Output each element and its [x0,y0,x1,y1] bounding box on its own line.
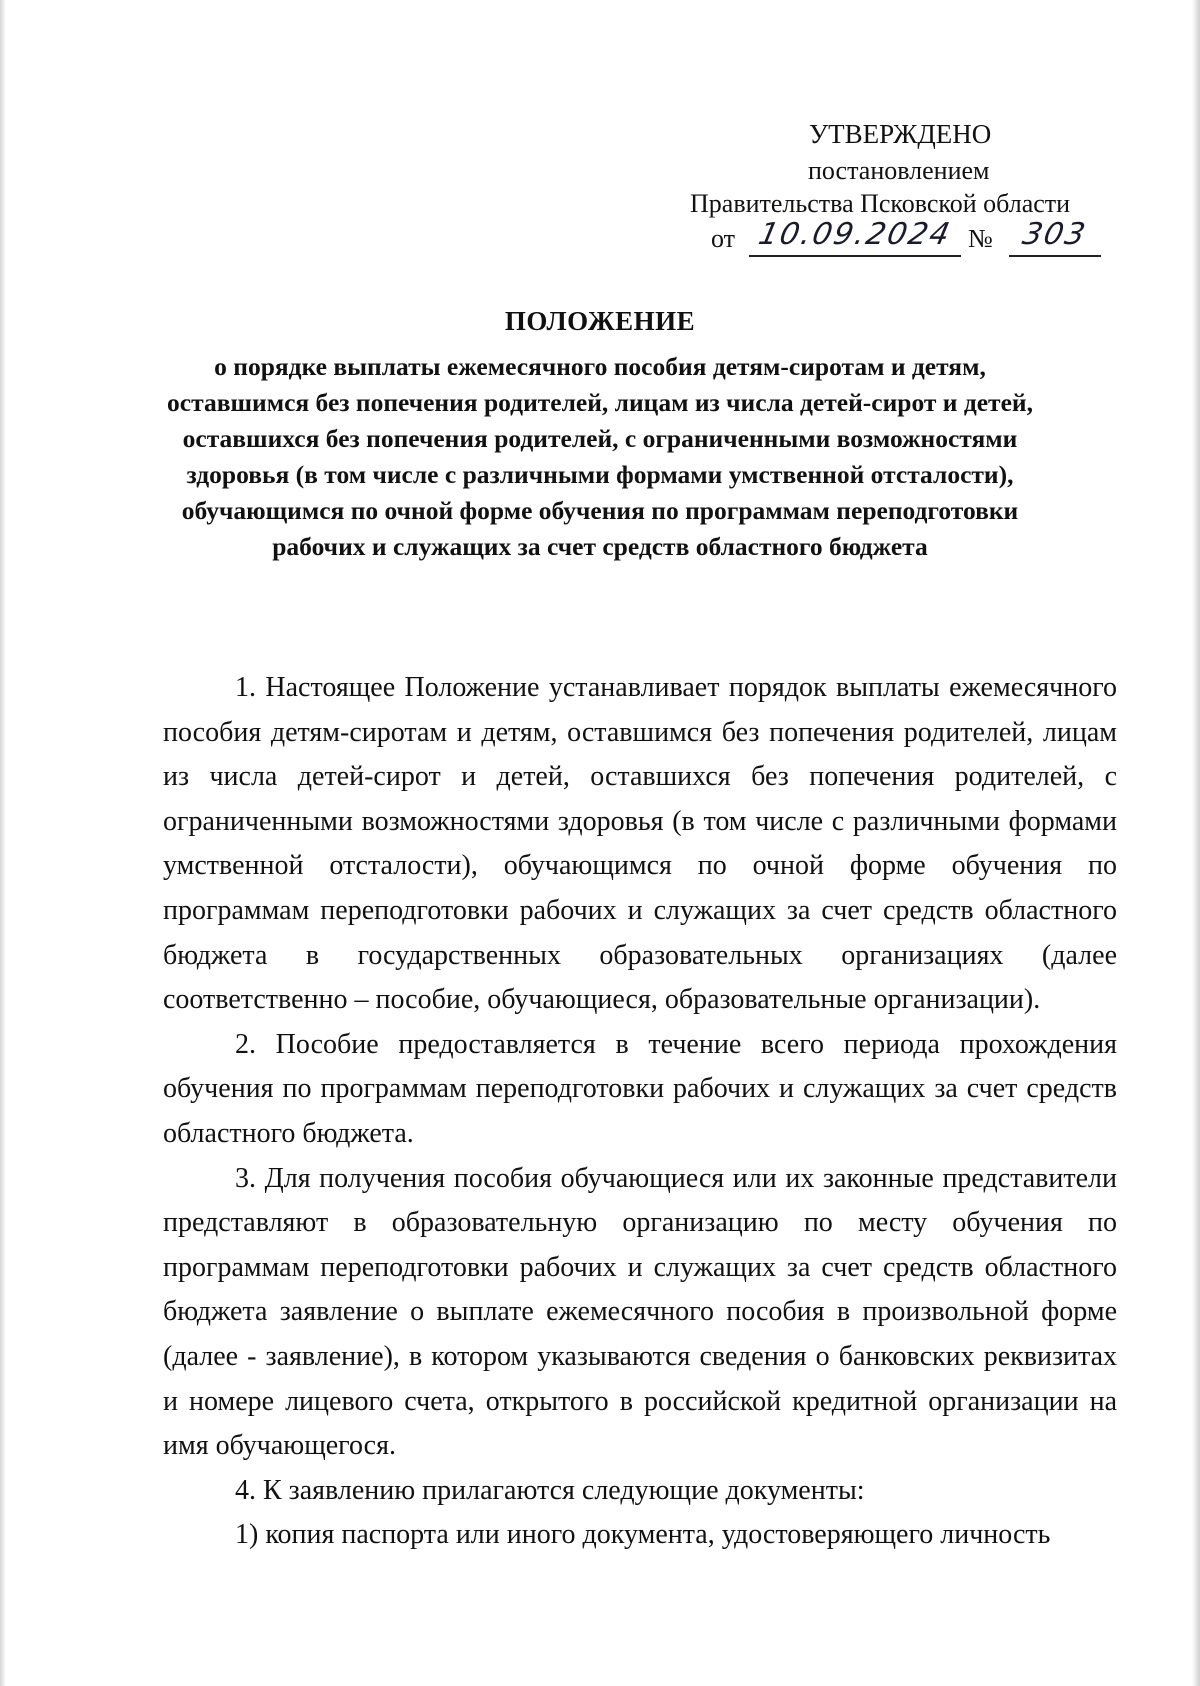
scan-edge-right [1192,0,1200,1686]
from-label: от [711,224,736,253]
date-underline [749,255,961,257]
paragraph-5: 1) копия паспорта или иного документа, удостоверяющего личность [235,1519,1051,1551]
paragraph-2: 2. Пособие предоставляется в течение всего периода прохождения обучения по программам переподготовки рабочих и служащих за счет средств областного бюджета. [163,1028,1117,1149]
scan-edge-left [0,0,6,1686]
document-body [163,666,1117,1558]
decree-label: постановлением [808,156,990,185]
government-label: Правительства Псковской области [690,189,1071,218]
document-title: ПОЛОЖЕНИЕ [504,306,696,336]
date-number-line [711,219,1111,259]
document-subtitle: о порядке выплаты ежемесячного пособия детям-сиротам и детям, оставшимся без попечения родителей, лицам из числа детей-сирот и детей, оставшихся без попечения родителей, с ограниченными возможностями здоровья (в том числе с различными формами умственной отсталости), обучающимся по очной форме обучения по программам переподготовки рабочих и служащих за счет средств областного бюджета [167,352,1033,561]
number-label: № [968,224,993,253]
handwritten-number: 303 [1019,217,1091,252]
paragraph-3: 3. Для получения пособия обучающиеся или их законные представители представляют в образовательную организацию по месту обучения по программам переподготовки рабочих и служащих за счет средств областного бюджета заявление о выплате ежемесячного пособия в произвольной форме (далее - заявление), в котором указываются сведения о банковских реквизитах и номере лицевого счета, открытого в российской кредитной организации на имя обучающегося. [163,1162,1117,1462]
paragraph-1: 1. Настоящее Положение устанавливает порядок выплаты ежемесячного пособия детям-сиротам и детям, оставшимся без попечения родителей, лицам из числа детей-сирот и детей, оставшихся без попечения родителей, с ограниченными возможностями здоровья (в том числе с различными формами умственной отсталости), обучающимся по очной форме обучения по программам переподготовки рабочих и служащих за счет средств областного бюджета в государственных образовательных организациях (далее соответственно – пособие, обучающиеся, образовательные организации). [163,672,1117,1016]
number-underline [1009,255,1101,257]
approved-label: УТВЕРЖДЕНО [809,119,992,149]
handwritten-date: 10.09.2024 [755,217,955,252]
paragraph-4: 4. К заявлению прилагаются следующие документы: [235,1474,865,1506]
